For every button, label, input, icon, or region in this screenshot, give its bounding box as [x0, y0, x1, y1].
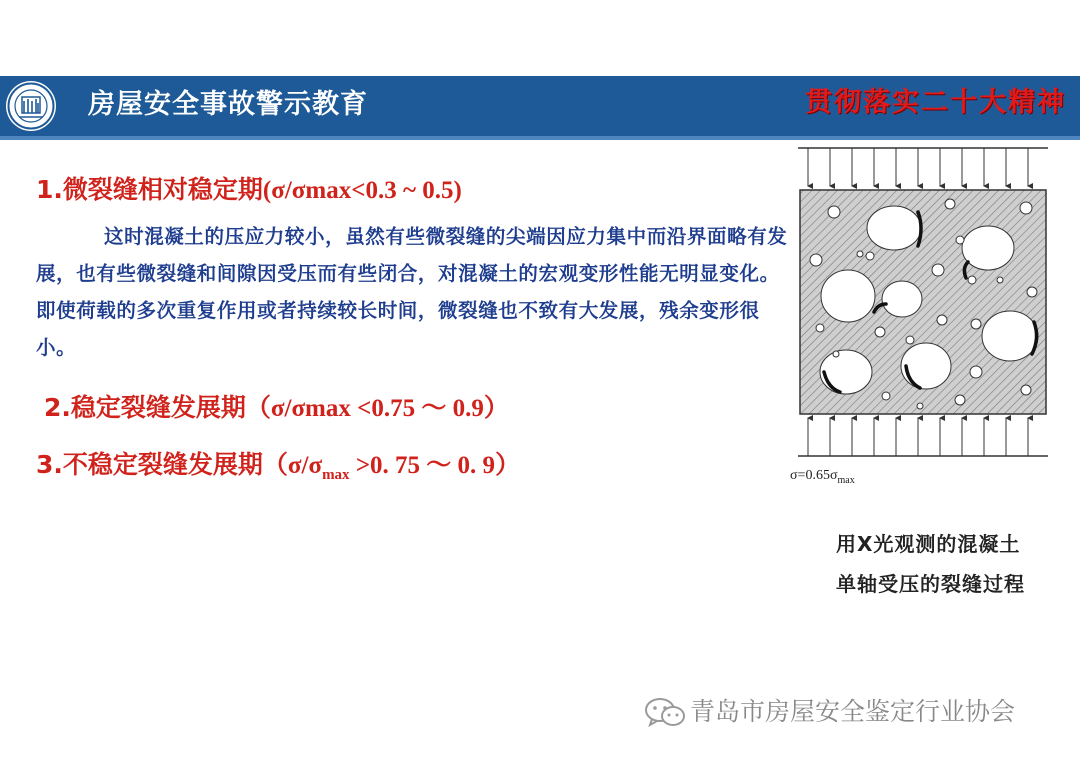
heading-stage-3-text: 3.不稳定裂缝发展期（	[36, 450, 288, 479]
heading-stage-2-formula: σ/σmax <0.75 ～ 0.9	[270, 395, 484, 422]
heading-stage-3-formula-b: >0. 75 ～ 0. 9	[349, 452, 496, 479]
watermark-text: 青岛市房屋安全鉴定行业协会	[690, 697, 1016, 726]
heading-stage-3	[36, 446, 520, 494]
heading-stage-1-formula: (σ/σmax<0.3 ~ 0.5)	[262, 177, 462, 204]
stress-ratio-main: σ=0.65σ	[790, 468, 838, 483]
header-divider	[0, 136, 1080, 140]
watermark	[644, 694, 1015, 730]
heading-stage-2-text: 2.稳定裂缝发展期（	[44, 393, 271, 422]
figure-caption-line-1: 用X光观测的混凝土	[836, 532, 1021, 556]
concrete-crack-diagram	[790, 144, 1070, 496]
heading-stage-3-formula-a: σ/σ	[287, 452, 323, 479]
heading-stage-1-text: 1.微裂缝相对稳定期	[36, 175, 263, 204]
header-title: 房屋安全事故警示教育	[88, 89, 368, 120]
stress-ratio-label	[790, 468, 855, 486]
heading-stage-1	[36, 172, 462, 209]
stress-ratio-sub: max	[837, 474, 855, 486]
association-logo-icon	[5, 80, 57, 132]
bottom-load-arrows	[808, 418, 1028, 456]
header-slogan: 贯彻落实二十大精神	[805, 87, 1066, 118]
figure-caption-line-2: 单轴受压的裂缝过程	[836, 572, 1025, 596]
heading-stage-2	[44, 390, 509, 427]
heading-stage-2-close: ）	[483, 393, 509, 422]
stage-1-description: 这时混凝土的压应力较小，虽然有些微裂缝的尖端因应力集中而沿界面略有发展，也有些微裂缝和间隙因受压而有些闭合，对混凝土的宏观变形性能无明显变化。即使荷载的多次重复作用或者持续较长时间，微裂缝也不致有大发展，残余变形很小。	[36, 225, 788, 359]
top-load-arrows	[808, 148, 1028, 186]
heading-stage-3-formula-sub: max	[322, 467, 350, 483]
heading-stage-3-close: ）	[495, 450, 521, 479]
wechat-icon	[644, 697, 686, 729]
